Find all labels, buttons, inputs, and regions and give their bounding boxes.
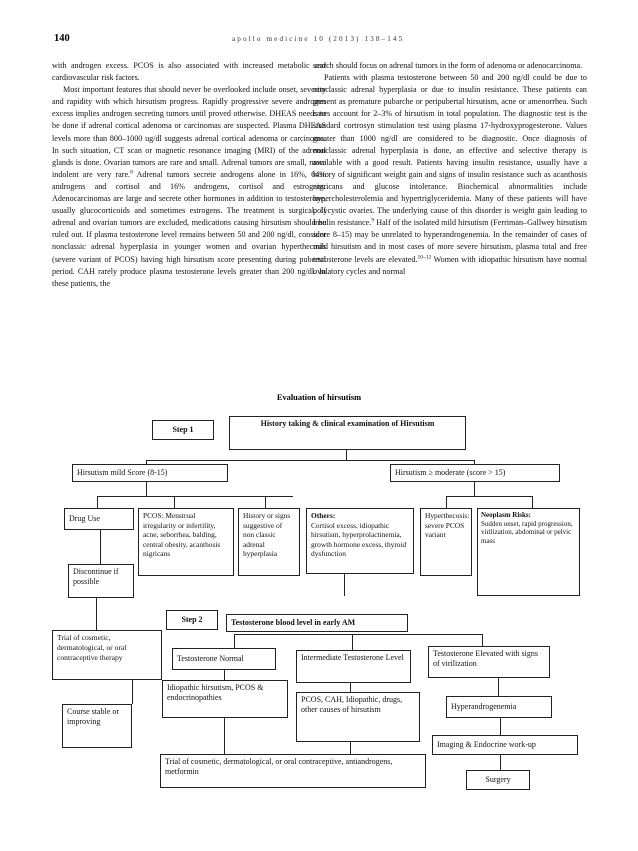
connector-line (446, 496, 447, 508)
paragraph-text: Patients with plasma testosterone between 50 and 200 ng/dl could be due to nonclassic adrenal hyperplasia or due to insulin resistance. These patients can present as premature pubarche or peripubertal hirsutism, acne or amenorrhea. Such cases account for 2–3% of hirsutism in total population. The diagnostic test is the standard cortrosyn stimulation test using plasma 17-hydroxyprogesterone. Values greater than 1000 ng/dl are considered to be diagnostic. Once diagnosis of nonclassic adrenal hyperplasia is done, an effective and selective therapy is available with a good result. Patients having insulin resistance, usually have a history of significant weight gain and signs of insulin resistance such as acanthosis nigricans and glucose intolerance. Biochemical abnormalities include hypercholesterolemia and hypertriglyceridemia. Many of these patients will have polycystic ovaries. The underlying cause of this disorder is weight gain leading to insulin resistance. (313, 73, 587, 228)
journal-header: apollo medicine 10 (2013) 138–145 (232, 35, 405, 43)
reference-marker: 9 (371, 217, 375, 224)
page-number: 140 (54, 33, 70, 44)
hyperthecosis-box: Hyperthecosis: severe PCOS variant (420, 508, 472, 576)
connector-line (352, 634, 353, 650)
testosterone-elevated-box: Testosterone Elevated with signs of virilization (428, 646, 550, 678)
flowchart-title: Evaluation of hirsutism (276, 393, 362, 402)
connector-line (97, 496, 293, 497)
pcos-box: PCOS: Menstrual irregularity or infertility, acne, seborrhea, balding, central obesity, acanthosis nigricans (138, 508, 234, 576)
testosterone-am-box: Testosterone blood level in early AM (226, 614, 408, 632)
nonclassic-adrenal-box: History or signs suggestive of non classic adrenal hyperplasia (238, 508, 300, 576)
paragraph (52, 84, 326, 290)
hyperandrogenemia-box: Hyperandrogenemia (446, 696, 552, 718)
connector-line (234, 634, 482, 635)
neoplasm-risks-box (477, 508, 580, 596)
paragraph: search should focus on adrenal tumors in the form of adenoma or adenocarcinoma. (313, 61, 583, 70)
paragraph-text: Half of the isolated mild hirsutism (Ferriman–Gallwey hirsutism score 8–15) may be unrelated to hyperandrogenemia. In the remainder of cases of mild hirsutism and in most cases of more severe hirsutism, plasma total and free testosterone levels are elevated. (313, 218, 588, 264)
connector-line (500, 718, 501, 735)
connector-line (500, 755, 501, 770)
connector-line (446, 496, 532, 497)
imaging-box: Imaging & Endocrine work-up (432, 735, 578, 755)
connector-line (350, 683, 351, 692)
others-box (306, 508, 414, 574)
trial-bottom-box: Trial of cosmetic, dermatological, or oral contraceptive, antiandrogens, metformin (160, 754, 426, 788)
connector-line (174, 496, 175, 508)
reference-marker: 10–12 (417, 253, 432, 260)
trial-therapy-box: Trial of cosmetic, dermatological, or oral contraceptive therapy (52, 630, 162, 680)
paragraph: with androgen excess. PCOS is also associated with increased metabolic and cardiovascular risk factors. (52, 61, 326, 83)
reference-marker: 8 (130, 169, 133, 176)
course-stable-box: Course stable or improving (62, 704, 132, 748)
neoplasm-title: Neoplasm Risks: (481, 511, 531, 519)
connector-line (265, 496, 266, 508)
drug-use-box: Drug Use (64, 508, 134, 530)
connector-line (474, 482, 475, 496)
idiopathic-box: Idiopathic hirsutism, PCOS & endocrinopathies (162, 680, 288, 718)
history-box: History taking & clinical examination of Hirsutism (229, 416, 466, 450)
others-body: Cortisol excess, idiopathic hirsutism, hyperprolactinemia, growth hormone excess, thyroid dysfunction (311, 520, 407, 558)
paragraph-text: Most important features that should never be overlooked include onset, severity and rapidity with which hirsutism progress. Rapidly progressive severe androgen excess implies androgen secreting tumors until proved otherwise. DHEAS needs to be done if adrenal cortical adenoma or carcinomas are suspected. Plasma DHEAS levels more than 800–1000 ug/dl suggests adrenal cortical adenoma or carcinoma. In such situation, CT scan or magnetic resonance imaging (MRI) of the adrenal glands is done. Ovarian tumors are rare and small. Adrenal tumors are small, more indolent are very rare. (52, 85, 326, 179)
step-2-label: Step 2 (166, 610, 218, 630)
connector-line (346, 450, 347, 460)
connector-line (234, 634, 235, 648)
connector-line (97, 496, 98, 508)
connector-line (146, 482, 147, 496)
discontinue-box: Discontinue if possible (68, 564, 134, 598)
intermediate-testosterone-box: Intermediate Testosterone Level (296, 650, 411, 683)
connector-line (344, 574, 345, 596)
paragraph-text: Adrenal tumors secrete androgens alone in 16%, 64% androgens and cortisol and 16% androgens, cortisol and estrogens. Adenocarcinomas are large and secrete other hormones in addition to testosterone, usually glucocorticoids and sometimes estrogens. The treatment is surgical. If adrenal and ovarian tumors are excluded, medications causing hirsutism should be ruled out. If plasma testosterone level remains between 50 and 200 ng/dl, consider nonclassic adrenal hyperplasia in younger women and ovarian hyperthecosis (severe variant of PCOS) having high hirsutism score presenting during pubertal period. CAH rarely produce plasma testosterone levels greater than 200 ng/dl. In these patients, the (52, 169, 327, 288)
connector-line (532, 496, 533, 508)
connector-line (498, 678, 499, 696)
moderate-hirsutism-box: Hirsutism ≥ moderate (score > 15) (390, 464, 560, 482)
connector-line (482, 634, 483, 646)
pcos-cah-box: PCOS, CAH, Idiopathic, drugs, other causes of hirsutism (296, 692, 420, 742)
testosterone-normal-box: Testosterone Normal (172, 648, 276, 670)
connector-line (96, 598, 97, 630)
connector-line (350, 742, 351, 754)
connector-line (224, 670, 225, 680)
connector-line (100, 530, 101, 564)
left-text-column (52, 60, 326, 290)
paragraph (313, 72, 587, 278)
connector-line (146, 460, 474, 461)
connector-line (224, 718, 225, 754)
surgery-box: Surgery (466, 770, 530, 790)
step-1-label: Step 1 (152, 420, 214, 440)
neoplasm-body: Sudden onset, rapid progression, virilization, abdominal or pelvic mass (481, 519, 573, 545)
others-title: Others: (311, 511, 336, 520)
paragraph-text: Women with idiopathic hirsutism have normal ovulatory cycles and normal (313, 254, 587, 276)
right-text-column (313, 60, 587, 278)
connector-line (132, 680, 133, 704)
mild-hirsutism-box: Hirsutism mild Score (8-15) (72, 464, 228, 482)
